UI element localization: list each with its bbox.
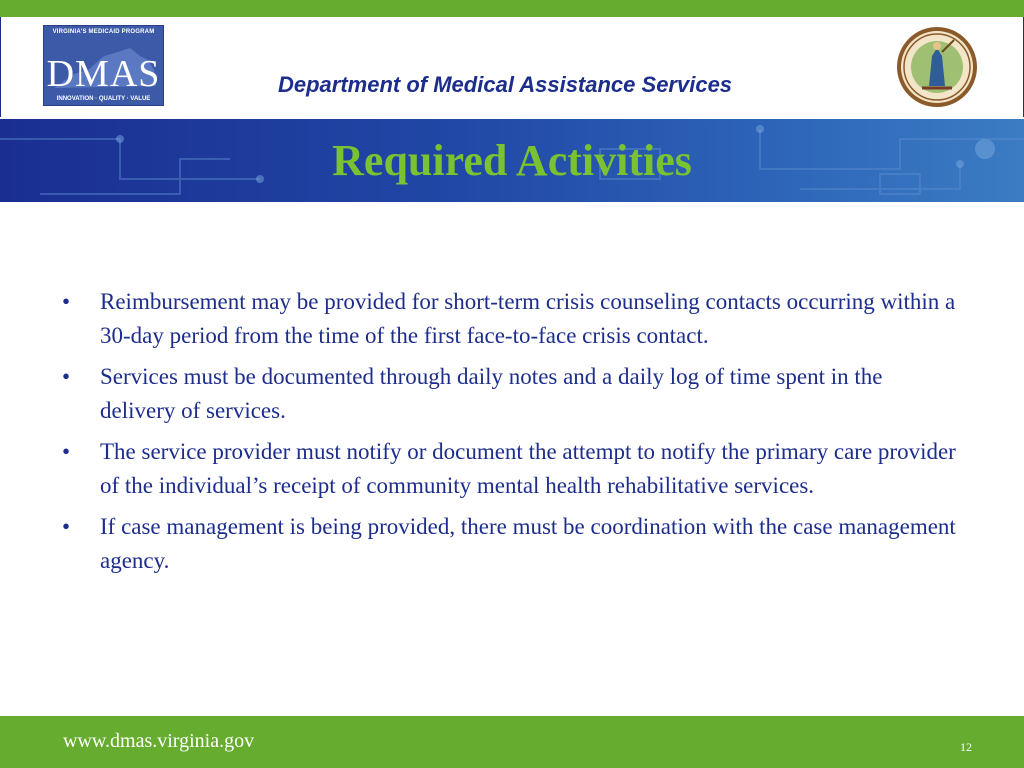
bullet-icon: • xyxy=(62,439,71,464)
logo-tagline: INNOVATION · QUALITY · VALUE xyxy=(56,96,151,102)
bullet-list xyxy=(58,285,958,585)
bullet-icon: • xyxy=(62,364,71,389)
list-item xyxy=(58,435,958,503)
page-number: 12 xyxy=(960,740,972,754)
logo-wordmark: DMAS xyxy=(46,53,161,95)
list-item xyxy=(58,285,958,353)
virginia-state-seal-icon xyxy=(896,26,978,108)
title-band xyxy=(0,119,1024,202)
logo-program-text: VIRGINIA'S MEDICAID PROGRAM xyxy=(52,29,155,35)
bullet-text: The service provider must notify or document the attempt to notify the primary care provider of the individual’s receipt of community mental health rehabilitative services. xyxy=(100,439,956,498)
list-item xyxy=(58,510,958,578)
slide-header xyxy=(0,17,1024,117)
bullet-icon: • xyxy=(62,514,71,539)
list-item xyxy=(58,360,958,428)
top-accent-bar xyxy=(0,0,1024,17)
bullet-text: Reimbursement may be provided for short-term crisis counseling contacts occurring within a 30-day period from the time of the first face-to-face crisis contact. xyxy=(100,289,956,348)
footer-bar xyxy=(0,716,1024,768)
footer-url[interactable]: www.dmas.virginia.gov xyxy=(63,730,255,752)
bullet-text: If case management is being provided, there must be coordination with the case management agency. xyxy=(100,514,956,573)
bullet-text: Services must be documented through daily notes and a daily log of time spent in the delivery of services. xyxy=(100,364,883,423)
department-name: Department of Medical Assistance Services xyxy=(278,72,733,97)
bullet-icon: • xyxy=(62,289,71,314)
dmas-logo xyxy=(43,25,164,106)
slide-title: Required Activities xyxy=(332,136,692,185)
